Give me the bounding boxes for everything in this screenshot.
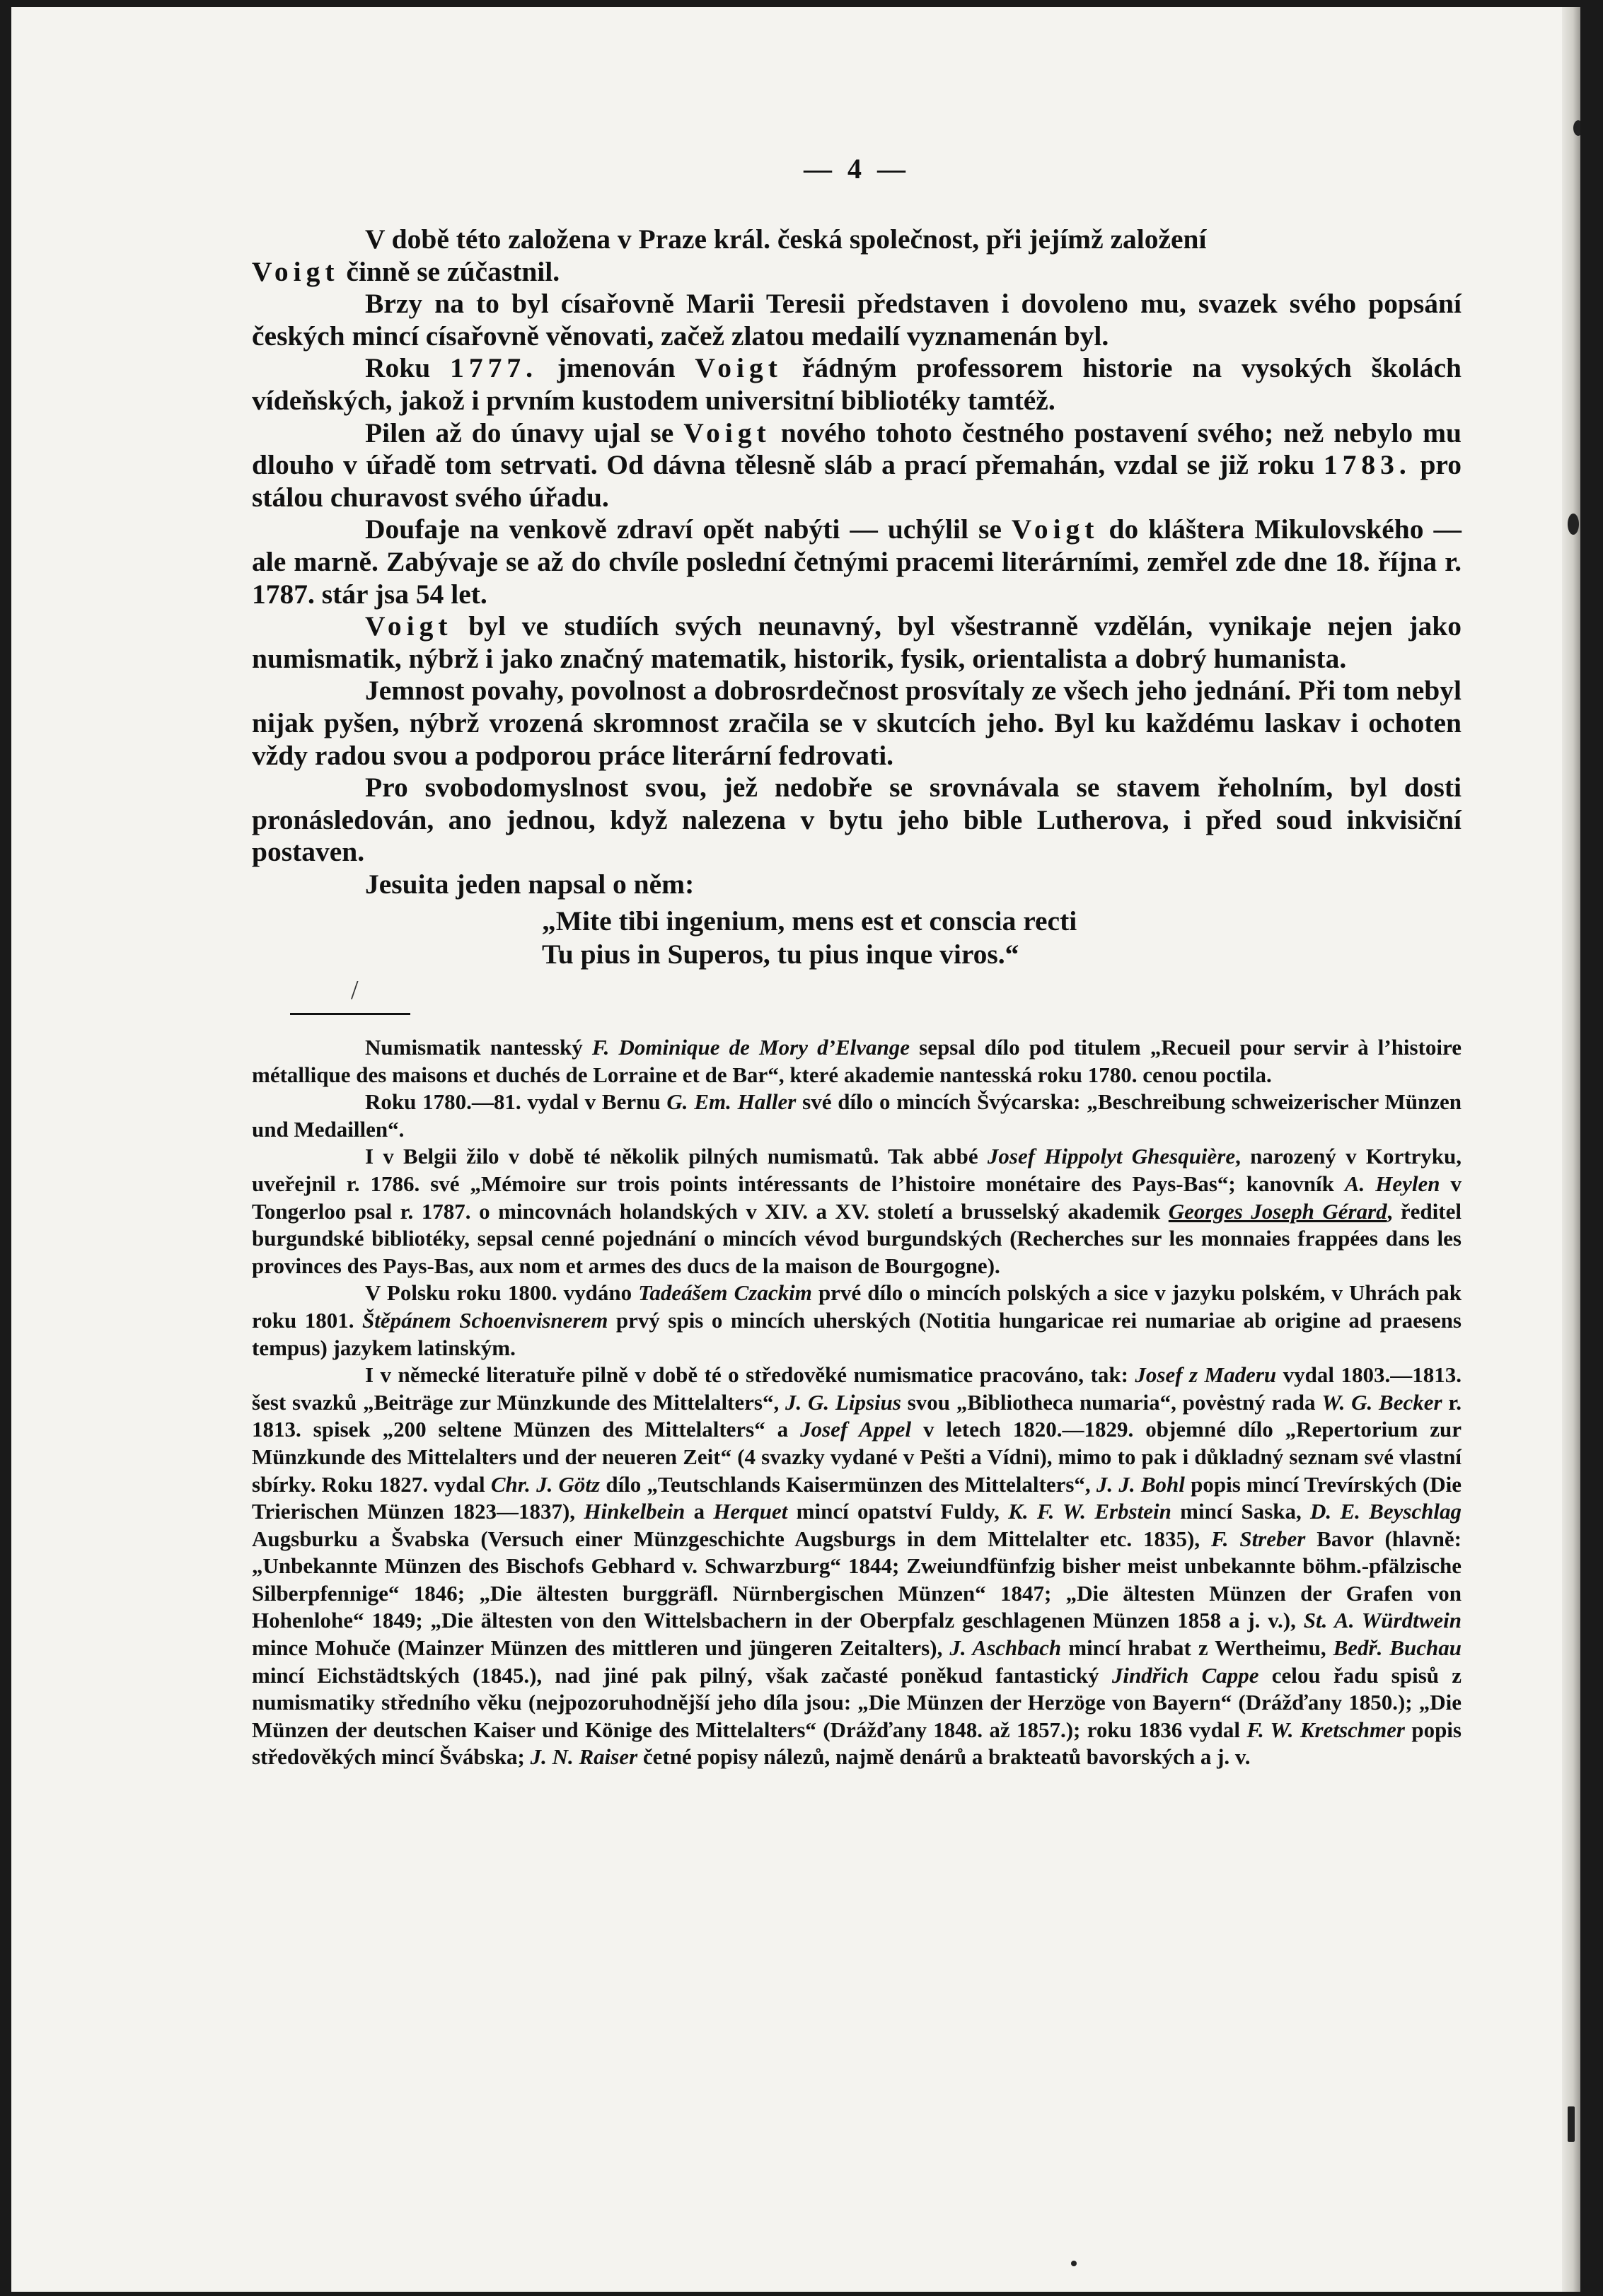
author-name: Tadeášem Czackim: [638, 1280, 812, 1306]
author-name: G. Em. Haller: [666, 1089, 797, 1115]
footnote-text: I v německé literatuře pilně v době té o středověké numismatice pracováno, tak:: [365, 1362, 1135, 1388]
author-name: Chr. J. Götz: [490, 1471, 601, 1497]
footnote-text: Roku 1780.—81. vydal v Bernu: [365, 1089, 667, 1115]
year: 1783.: [1323, 449, 1411, 481]
author-name: Josef z Maderu: [1135, 1362, 1277, 1388]
footnote-text: , narozený v Kortryku, uveřejnil r. 1786. své „Mémoire sur trois points intéressants de l’histoire monétaire des Pays-Bas“; kanovník: [252, 1144, 1462, 1196]
verse-line: „Mite tibi ingenium, mens est et conscia recti: [542, 905, 1077, 937]
paragraph-text: Doufaje na venkově zdraví opět nabýti — uchýlil se: [365, 514, 1012, 545]
author-name: Josef Hippolyt Ghesquière: [987, 1144, 1236, 1169]
pencil-mark: /: [351, 975, 359, 1005]
footnote-text: dílo „Teutschlands Kaisermünzen des Mittelalters“,: [600, 1471, 1096, 1497]
author-name: Hinkelbein: [584, 1499, 685, 1524]
paragraph-text: Jesuita jeden napsal o něm:: [365, 868, 695, 900]
footnote-text: své dílo o mincích Švýcarska: „Beschreibung schweizerischer Münzen und Medaillen“.: [252, 1089, 1462, 1142]
paragraph-text: jmenován: [537, 352, 695, 384]
footnote-text: I v Belgii žilo v době té několik pilných numismatů. Tak abbé: [365, 1144, 988, 1169]
person-name: Voigt: [1011, 514, 1099, 545]
author-name: Josef Appel: [800, 1417, 912, 1442]
paragraph-text: řádným professorem historie na vysokých školách vídeňských, jakož i prvním kustodem universitní bibliotéky tamtéž.: [252, 352, 1462, 416]
paragraph: [252, 417, 1462, 514]
footnote-text: vydal 1803.—1813. šest svazků „Beiträge zur Münzkunde des Mittelalters“,: [252, 1362, 1462, 1415]
paragraph: [252, 675, 1462, 772]
person-name: Voigt: [683, 417, 771, 448]
paragraph-text: Pilen až do únavy ujal se: [365, 417, 684, 448]
ink-speck: [1071, 2261, 1077, 2266]
author-name: F. Streber: [1211, 1526, 1306, 1551]
verse-line: Tu pius in Superos, tu pius inque viros.“: [542, 939, 1019, 970]
footnote-text: sepsal dílo pod titulem „Recueil pour servir à l’histoire métallique des maisons et duchés de Lorraine et de Bar“, které akademie nantesská roku 1780. cenou poctila.: [252, 1035, 1462, 1087]
footnote-text: mincí opatství Fuldy,: [787, 1499, 1009, 1524]
author-name: F. Dominique de Mory d’Elvange: [591, 1035, 910, 1060]
footnote-text: Bavor (hlavně: „Unbekannte Münzen des Bischofs Gebhard v. Schwarzburg“ 1844; Zweiundfünfzig bisher meist unbekannte böhm.-pfälzische Silberpfennige“ 1846; „Die ältesten burggräfl. Nürnbergischen Münzen“ 1847; „Die ältesten Münzen der Grafen von Hohenlohe“ 1849; „Die ältesten von den Wittelsbachern in der Oberpfalz geschlagenen Münzen 1858 a j. v.),: [252, 1526, 1462, 1633]
footnote-text: celou řadu spisů z numismatiky středního věku (nejpozoruhodnější jeho díla jsou: „Die Münzen der Herzöge von Bayern“ (Drážďany 1850.); „Die Münzen der deutschen Kaiser und Könige des Mittelalters“ (Drážďany 1848. až 1857.); roku 1836 vydal: [252, 1662, 1462, 1742]
author-name: St. A. Würdtwein: [1303, 1608, 1462, 1633]
footnote-text: prvé dílo o mincích polských a sice v jazyku polském, v Uhrách pak roku 1801.: [252, 1280, 1462, 1333]
author-name: F. W. Kretschmer: [1246, 1717, 1405, 1742]
paragraph: [252, 352, 1462, 417]
paragraph-text: V době této založena v Praze král. česká společnost, při jejímž založení: [365, 224, 1207, 255]
author-name: J. J. Bohl: [1096, 1471, 1185, 1497]
paragraph-text: činně se zúčastnil.: [339, 255, 560, 287]
paragraph-text: Brzy na to byl císařovně Marii Teresii představen i dovoleno mu, svazek svého popsání českých mincí císařovně věnovati, začež zlatou medailí vyznamenán byl.: [252, 288, 1462, 352]
footnote-text: mincí Saska,: [1171, 1499, 1311, 1524]
author-name: D. E. Beyschlag: [1310, 1499, 1462, 1524]
footnote-text: Numismatik nantesský: [365, 1035, 592, 1060]
author-name: W. G. Becker: [1321, 1389, 1442, 1415]
page-edge-shadow: [1562, 7, 1580, 2292]
footnote-rule: [290, 1013, 410, 1015]
author-name: Štěpánem Schoenvisnerem: [361, 1307, 608, 1333]
author-name: Georges Joseph Gérard: [1168, 1198, 1387, 1224]
paragraph-text: nového tohoto čestného postavení svého; než nebylo mu dlouho v úřadě tom setrvati. Od dávna tělesně sláb a prací přemahán, vzdal se již roku: [252, 417, 1462, 481]
footnote-text: r. 1813. spisek „200 seltene Münzen des Mittelalters“ a: [252, 1389, 1462, 1442]
author-name: J. G. Lipsius: [785, 1389, 901, 1415]
paragraph-text: byl ve studiích svých neunavný, byl všestranně vzdělán, vynikaje nejen jako numismatik, nýbrž i jako značný matematik, historik, fysik, orientalista a dobrý humanista.: [252, 610, 1462, 674]
footnote-text: Augsburku a Švabska (Versuch einer Münzgeschichte Augsburgs in dem Mittelalter etc. 1835),: [252, 1526, 1212, 1551]
paragraph-text: Jemnost povahy, povolnost a dobrosrdečnost prosvítaly ze všech jeho jednání. Při tom nebyl nijak pyšen, nýbrž vrozená skromnost zračila se v skutcích jeho. Byl ku každému laskav i ochoten vždy radou svou a podporou práce literární fedrovati.: [252, 675, 1462, 771]
footnote-text: prvý spis o mincích uherských (Notitia hungaricae rei numariae ab origine ad praesens tempus) jazykem latinským.: [252, 1307, 1462, 1360]
paragraph-text: Roku: [365, 352, 451, 384]
author-name: A. Heylen: [1344, 1171, 1440, 1196]
author-name: Bedř. Buchau: [1333, 1635, 1462, 1661]
footnote: [252, 1280, 1462, 1362]
page-number: — 4 —: [804, 153, 910, 185]
paragraph-text: do kláštera Mikulovského — ale marně. Zabývaje se až do chvíle poslední četnými pracemi literárními, zemřel zde dne 18. října r. 1787. stár jsa 54 let.: [252, 514, 1462, 610]
author-name: J. Aschbach: [949, 1635, 1062, 1661]
person-name: Voigt: [252, 255, 340, 287]
paragraph: [252, 288, 1462, 352]
footnote-text: v Tongerloo psal r. 1787. o mincovnách holandských v XIV. a XV. století a brusselský akademik: [252, 1171, 1462, 1224]
footnote: [252, 1143, 1462, 1280]
paragraph: [252, 610, 1462, 675]
paragraph: [252, 514, 1462, 610]
paragraph-text: pro stálou churavost svého úřadu.: [252, 449, 1462, 513]
footnote: [252, 1089, 1462, 1143]
footnote-text: mincí Eichstädtských (1845.), nad jiné pak pilný, však začasté poněkud fantastický: [252, 1662, 1112, 1688]
footnote-text: popis mincí Trevírských (Die Trierischen Münzen 1823—1837),: [252, 1471, 1462, 1524]
person-name: Voigt: [695, 352, 782, 384]
footnote-text: mincí hrabat z Wertheimu,: [1061, 1635, 1333, 1661]
paragraph-text: Pro svobodomyslnost svou, jež nedobře se srovnávala se stavem řeholním, byl dosti pronásledován, ano jednou, když nalezena v bytu jeho bible Lutherova, i před soud inkvisiční postaven.: [252, 772, 1462, 868]
scanned-page: [11, 7, 1580, 2292]
footnote: [252, 1362, 1462, 1771]
author-name: K. F. W. Erbstein: [1008, 1499, 1171, 1524]
latin-verse: [542, 905, 1462, 971]
footnote-text: V Polsku roku 1800. vydáno: [365, 1280, 639, 1306]
paragraph: [252, 224, 1462, 256]
footnotes: [252, 1034, 1462, 1771]
paragraph: [252, 772, 1462, 869]
footnote-text: , ředitel burgundské bibliotéky, sepsal cenné pojednání o mincích vévod burgundských (Recherches sur les monnaies frappées dans les provinces des Pays-Bas, aux nom et armes des ducs de la maison de Bourgogne).: [252, 1198, 1462, 1278]
ink-speck: [1568, 514, 1579, 535]
person-name: Voigt: [365, 610, 453, 642]
footnote-text: četné popisy nálezů, najmě denárů a brakteatů bavorských a j. v.: [637, 1744, 1251, 1770]
main-text: [252, 224, 1462, 971]
footnote-text: v letech 1820.—1829. objemné dílo „Repertorium zur Münzkunde des Mittelalters und der neueren Zeit“ (4 svazky vydané v Pešti a Vídni), mimo to pak i důkladný seznam své vlastní sbírky. Roku 1827. vydal: [252, 1417, 1462, 1497]
footnote-text: mince Mohuče (Mainzer Münzen des mittleren und jüngeren Zeitalters),: [252, 1635, 950, 1661]
footnote-text: a: [685, 1499, 714, 1524]
ink-speck: [1568, 2106, 1575, 2142]
footnote: [252, 1034, 1462, 1089]
paragraph: [252, 256, 1462, 289]
author-name: J. N. Raiser: [530, 1744, 638, 1770]
footnote-text: popis středověkých mincí Švábska;: [252, 1717, 1462, 1770]
paragraph: [252, 869, 1462, 901]
author-name: Jindřich Cappe: [1111, 1662, 1259, 1688]
year: 1777.: [450, 352, 538, 384]
ink-speck: [1573, 120, 1580, 136]
footnote-text: svou „Bibliotheca numaria“, povėstný rada: [901, 1389, 1322, 1415]
author-name: Herquet: [713, 1499, 788, 1524]
